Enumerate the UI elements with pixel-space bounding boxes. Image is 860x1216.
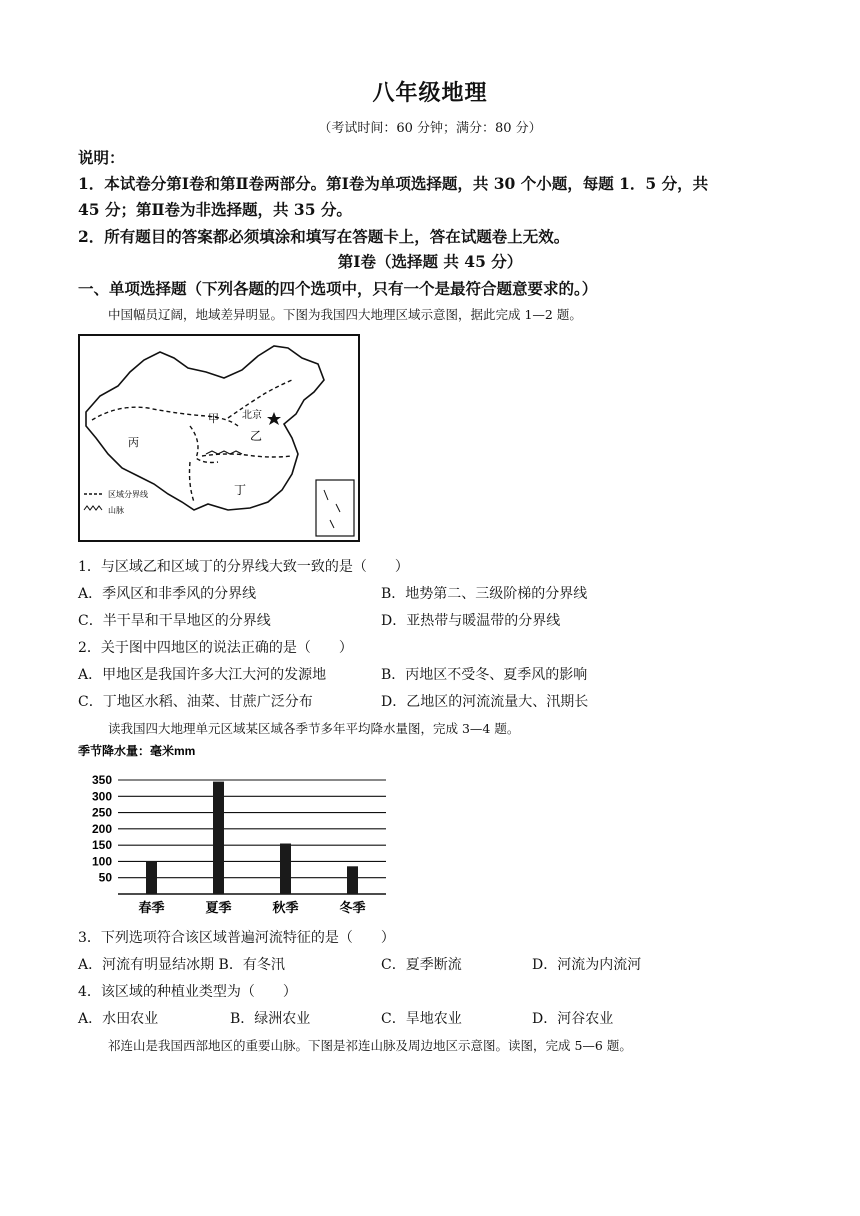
y-tick-label: 300: [91, 789, 112, 804]
instruction-1-line1: 1．本试卷分第Ⅰ卷和第Ⅱ卷两部分。第Ⅰ卷为单项选择题，共 30 个小题，每题 1．5 分，共: [78, 174, 709, 193]
legend-boundary-label: 区域分界线: [108, 490, 148, 499]
y-tick-label: 150: [91, 838, 112, 853]
y-tick-label: 250: [91, 805, 112, 820]
y-tick-label: 200: [91, 821, 112, 836]
bar-3: [347, 866, 358, 894]
instruction-1-line2: 45 分；第Ⅱ卷为非选择题，共 35 分。: [78, 200, 352, 219]
q4-option-c: C．旱地农业: [381, 1011, 462, 1027]
legend-mountain-label: 山脉: [108, 506, 124, 515]
bar-2: [280, 844, 291, 894]
y-tick-label: 350: [91, 773, 112, 787]
china-regions-map: [78, 334, 360, 542]
label-beijing: 北京: [242, 410, 262, 421]
group1-intro: 中国幅员辽阔，地域差异明显。下图为我国四大地理区域示意图，据此完成 1—2 题。: [108, 307, 582, 322]
q1-stem: 1．与区域乙和区域丁的分界线大致一致的是（ ）: [78, 559, 409, 575]
group3-intro: 祁连山是我国西部地区的重要山脉。下图是祁连山脉及周边地区示意图。读图，完成 5—6 题。: [108, 1038, 632, 1053]
q1-option-b: B．地势第二、三级阶梯的分界线: [381, 586, 588, 602]
label-bing: 丙: [128, 437, 139, 449]
page-title: 八年级地理: [372, 80, 488, 106]
y-tick-label: 50: [98, 870, 112, 885]
q3-option-c: C．夏季断流: [381, 957, 462, 973]
bar-1: [213, 782, 224, 894]
instructions-heading: 说明：: [78, 148, 125, 167]
q2-option-a: A．甲地区是我国许多大江大河的发源地: [78, 667, 327, 683]
exam-subtitle: （考试时间：60 分钟；满分：80 分）: [318, 121, 542, 136]
q1-option-a: A．季风区和非季风的分界线: [78, 586, 257, 602]
q4-option-a: A．水田农业: [78, 1011, 159, 1027]
label-jia: 甲: [208, 413, 219, 425]
x-tick-label: 春季: [138, 900, 165, 915]
q2-stem: 2．关于图中四地区的说法正确的是（ ）: [78, 640, 353, 656]
precipitation-chart: [78, 742, 390, 920]
q2-option-d: D．乙地区的河流流量大、汛期长: [381, 694, 589, 710]
q1-option-c: C．半干旱和干旱地区的分界线: [78, 613, 271, 629]
q3-option-d: D．河流为内流河: [532, 957, 642, 973]
label-yi: 乙: [250, 429, 263, 443]
q2-option-b: B．丙地区不受冬、夏季风的影响: [381, 667, 588, 683]
y-tick-label: 100: [91, 854, 112, 869]
q4-option-d: D．河谷农业: [532, 1011, 614, 1027]
label-ding: 丁: [234, 483, 247, 497]
q3-stem: 3．下列选项符合该区域普遍河流特征的是（ ）: [78, 930, 395, 946]
instruction-2: 2．所有题目的答案都必须填涂和填写在答题卡上，答在试题卷上无效。: [78, 227, 570, 246]
q4-option-b: B．绿洲农业: [230, 1011, 311, 1027]
x-tick-label: 冬季: [339, 900, 366, 915]
group2-intro: 读我国四大地理单元区域某区域各季节多年平均降水量图，完成 3—4 题。: [108, 721, 520, 736]
q4-stem: 4．该区域的种植业类型为（ ）: [78, 984, 297, 1000]
q2-option-c: C．丁地区水稻、油菜、甘蔗广泛分布: [78, 694, 313, 710]
q1-option-d: D．亚热带与暖温带的分界线: [381, 613, 561, 629]
bar-0: [146, 861, 157, 894]
south-china-sea-inset: [316, 480, 354, 536]
x-tick-label: 秋季: [272, 900, 299, 915]
x-tick-label: 夏季: [205, 900, 232, 915]
q3-option-a: A．河流有明显结冰期 B．有冬汛: [78, 957, 285, 973]
section-heading: 一、单项选择题（下列各题的四个选项中，只有一个是最符合题意要求的。）: [78, 279, 598, 298]
chart-title: 季节降水量：毫米mm: [78, 744, 196, 758]
part1-heading: 第Ⅰ卷（选择题 共 45 分）: [337, 252, 523, 271]
